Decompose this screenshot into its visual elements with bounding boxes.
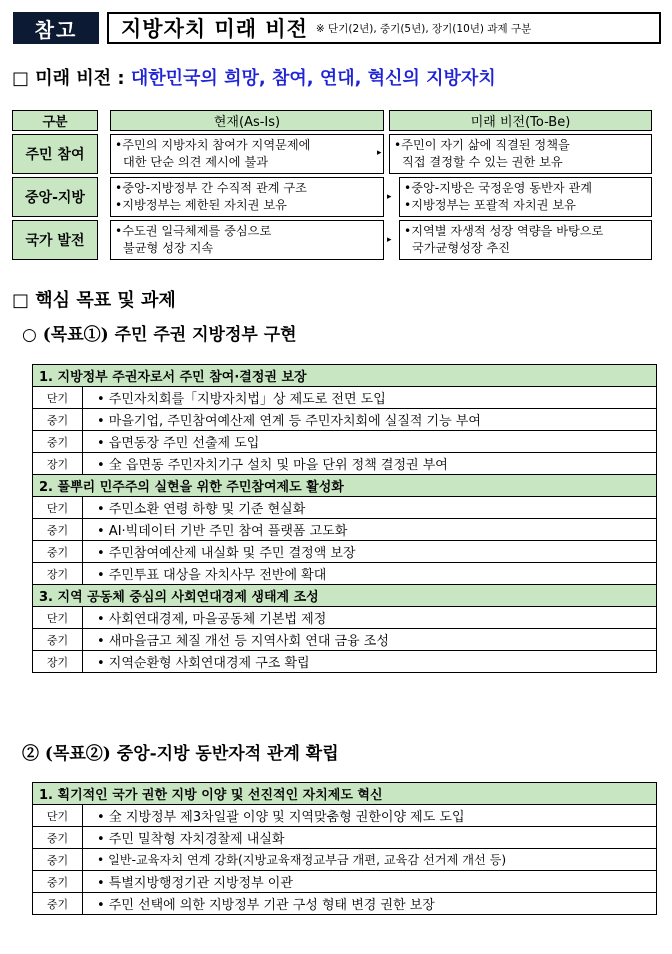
task-cell: • 사회연대경제, 마을공동체 기본법 제정: [83, 607, 657, 629]
cell-line: •지방정부는 제한된 자치권 보유: [115, 198, 287, 212]
term-cell: 중기: [33, 519, 83, 541]
task-cell: • 주민자치회를「지방자치법」상 제도로 전면 도입: [83, 387, 657, 409]
goal-1-table: [32, 364, 657, 673]
term-cell: 중기: [33, 431, 83, 453]
current-cell: [110, 220, 384, 260]
task-cell: • 주민투표 대상을 자치사무 전반에 확대: [83, 563, 657, 585]
cell-line: 불균형 성장 지속: [123, 241, 214, 255]
cell-line: 직접 결정할 수 있는 권한 보유: [402, 155, 563, 169]
arrow-icon: ▸: [387, 192, 392, 202]
task-cell: • 全 읍면동 주민자치기구 설치 및 마을 단위 정책 결정권 부여: [83, 453, 657, 475]
task-cell: • 주민 선택에 의한 지방정부 기관 구성 형태 변경 권한 보장: [83, 893, 657, 915]
table-row: [33, 453, 657, 475]
cell-line: 국가균형성장 추진: [412, 241, 511, 255]
row-label-participation: 주민 참여: [12, 134, 98, 174]
task-cell: • 새마을금고 체질 개선 등 지역사회 연대 금융 조성: [83, 629, 657, 651]
table-row: [33, 409, 657, 431]
reference-tag: 참고: [13, 12, 99, 44]
future-cell: [389, 134, 652, 174]
term-cell: 단기: [33, 607, 83, 629]
page-header: [13, 12, 661, 44]
table-row: [33, 519, 657, 541]
col-header-future: 미래 비전(To-Be): [389, 110, 652, 131]
term-cell: 중기: [33, 541, 83, 563]
table-row: [33, 607, 657, 629]
row-label-national-development: 국가 발전: [12, 220, 98, 260]
table-row: [33, 387, 657, 409]
vision-text: 대한민국의 희망, 참여, 연대, 혁신의 지방자치: [130, 68, 496, 89]
goal-2-title: ② (목표②) 중앙-지방 동반자적 관계 확립: [22, 744, 339, 764]
current-cell: [110, 177, 384, 217]
task-cell: • 일반-교육자치 연계 강화(지방교육재정교부금 개편, 교육감 선거제 개선 등): [83, 849, 657, 871]
cell-line: •주민의 지방자치 참여가 지역문제에: [115, 138, 311, 152]
cell-line: •중앙-지방은 국정운영 동반자 관계: [404, 181, 593, 195]
term-cell: 장기: [33, 453, 83, 475]
arrow-icon: ▸: [387, 235, 392, 245]
term-note: ※ 단기(2년), 중기(5년), 장기(10년) 과제 구분: [315, 22, 532, 35]
vision-bullet: □: [12, 68, 30, 89]
current-cell: [110, 134, 384, 174]
table-row: [33, 563, 657, 585]
row-label-central-local: 중앙-지방: [12, 177, 98, 217]
page-title: 지방자치 미래 비전: [121, 17, 308, 41]
future-cell: [399, 177, 652, 217]
task-cell: • 특별지방행정기관 지방정부 이관: [83, 871, 657, 893]
cell-line: •지방정부는 포괄적 자치권 보유: [404, 198, 576, 212]
future-cell: [399, 220, 652, 260]
goal-1-title: ○ (목표①) 주민 주권 지방정부 구현: [22, 325, 297, 345]
section-title: □ 핵심 목표 및 과제: [12, 290, 176, 311]
task-cell: • 주민참여예산제 내실화 및 주민 결정액 보장: [83, 541, 657, 563]
table-row: [33, 827, 657, 849]
term-cell: 중기: [33, 849, 83, 871]
table-row: [33, 497, 657, 519]
arrow-icon: ▸: [377, 148, 382, 158]
term-cell: 단기: [33, 387, 83, 409]
cell-line: •중앙-지방정부 간 수직적 관계 구조: [115, 181, 307, 195]
term-cell: 중기: [33, 629, 83, 651]
table-row: [33, 431, 657, 453]
cell-line: •주민이 자기 삶에 직결된 정책을: [394, 138, 570, 152]
term-cell: 장기: [33, 651, 83, 673]
group-header: 3. 지역 공동체 중심의 사회연대경제 생태계 조성: [33, 585, 657, 607]
task-cell: • 주민소환 연령 하향 및 기준 현실화: [83, 497, 657, 519]
table-row: [33, 629, 657, 651]
cell-line: 대한 단순 의견 제시에 불과: [123, 155, 269, 169]
cell-line: •수도권 일극체제를 중심으로: [115, 224, 272, 238]
title-box: [107, 12, 661, 44]
col-header-current: 현재(As-Is): [110, 110, 384, 131]
table-row: [33, 871, 657, 893]
table-row: [33, 541, 657, 563]
table-row: [33, 893, 657, 915]
group-header: 1. 지방정부 주권자로서 주민 참여·결정권 보장: [33, 365, 657, 387]
term-cell: 중기: [33, 409, 83, 431]
table-row: [33, 849, 657, 871]
cell-line: •지역별 자생적 성장 역량을 바탕으로: [404, 224, 604, 238]
term-cell: 장기: [33, 563, 83, 585]
task-cell: • 지역순환형 사회연대경제 구조 확립: [83, 651, 657, 673]
task-cell: • 마을기업, 주민참여예산제 연계 등 주민자치회에 실질적 기능 부여: [83, 409, 657, 431]
vision-label: 미래 비전 :: [35, 68, 125, 89]
task-cell: • 주민 밀착형 자치경찰제 내실화: [83, 827, 657, 849]
task-cell: • 읍면동장 주민 선출제 도입: [83, 431, 657, 453]
term-cell: 중기: [33, 871, 83, 893]
term-cell: 중기: [33, 827, 83, 849]
term-cell: 단기: [33, 497, 83, 519]
term-cell: 단기: [33, 805, 83, 827]
col-header-category: 구분: [12, 110, 98, 131]
term-cell: 중기: [33, 893, 83, 915]
task-cell: • 全 지방정부 제3차일괄 이양 및 지역맞춤형 권한이양 제도 도입: [83, 805, 657, 827]
vision-statement: [12, 64, 496, 90]
table-row: [33, 651, 657, 673]
task-cell: • AI·빅데이터 기반 주민 참여 플랫폼 고도화: [83, 519, 657, 541]
goal-2-table: [32, 782, 657, 915]
group-header: 2. 풀뿌리 민주주의 실현을 위한 주민참여제도 활성화: [33, 475, 657, 497]
group-header: 1. 획기적인 국가 권한 지방 이양 및 선진적인 자치제도 혁신: [33, 783, 657, 805]
table-row: [33, 805, 657, 827]
